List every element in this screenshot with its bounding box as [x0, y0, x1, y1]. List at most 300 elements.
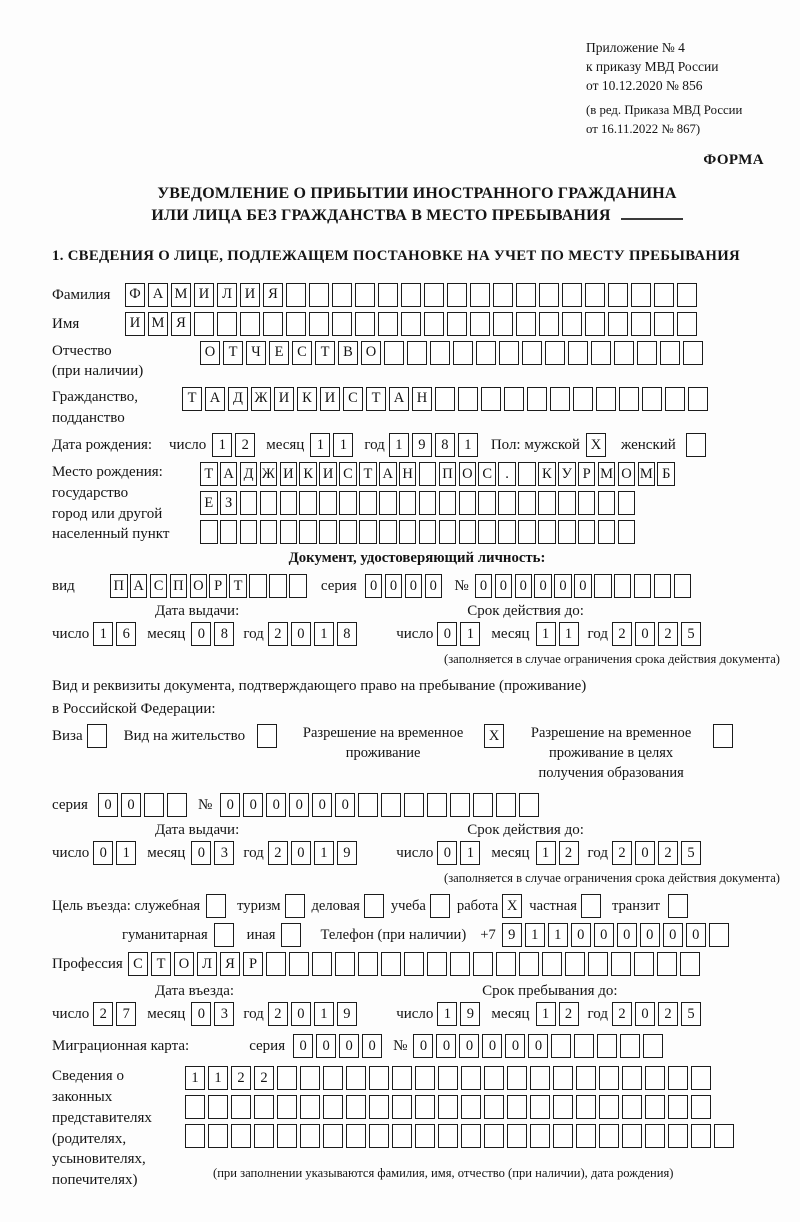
char-cell[interactable]: [364, 894, 384, 918]
char-cell[interactable]: [478, 491, 496, 515]
char-cell[interactable]: 1: [208, 1066, 228, 1090]
char-cell[interactable]: [596, 387, 616, 411]
char-cell[interactable]: [438, 1066, 458, 1090]
char-cell[interactable]: [553, 1124, 573, 1148]
char-cell[interactable]: 0: [571, 923, 591, 947]
char-cell[interactable]: [438, 1124, 458, 1148]
char-cell[interactable]: [379, 491, 397, 515]
char-cell[interactable]: [516, 312, 536, 336]
char-cell[interactable]: 1: [93, 622, 113, 646]
char-cell[interactable]: [581, 894, 601, 918]
char-cell[interactable]: [280, 520, 298, 544]
char-cell[interactable]: X: [484, 724, 504, 748]
char-cell[interactable]: [346, 1095, 366, 1119]
char-cell[interactable]: [257, 724, 277, 748]
char-cell[interactable]: [240, 491, 258, 515]
char-cell[interactable]: [319, 520, 337, 544]
char-cell[interactable]: С: [128, 952, 148, 976]
char-cell[interactable]: С: [478, 462, 496, 486]
char-cell[interactable]: [185, 1124, 205, 1148]
char-cell[interactable]: М: [148, 312, 168, 336]
char-cell[interactable]: С: [150, 574, 168, 598]
char-cell[interactable]: [654, 312, 674, 336]
char-cell[interactable]: Н: [399, 462, 417, 486]
char-cell[interactable]: [478, 520, 496, 544]
char-cell[interactable]: 0: [243, 793, 263, 817]
char-cell[interactable]: 1: [314, 841, 334, 865]
char-cell[interactable]: [631, 283, 651, 307]
char-cell[interactable]: Т: [359, 462, 377, 486]
char-cell[interactable]: [551, 1034, 571, 1058]
char-cell[interactable]: [538, 520, 556, 544]
char-cell[interactable]: [496, 793, 516, 817]
char-cell[interactable]: 0: [640, 923, 660, 947]
char-cell[interactable]: [323, 1066, 343, 1090]
char-cell[interactable]: [683, 341, 703, 365]
char-cell[interactable]: [680, 952, 700, 976]
char-cell[interactable]: [144, 793, 164, 817]
char-cell[interactable]: 5: [681, 1002, 701, 1026]
char-cell[interactable]: [214, 923, 234, 947]
char-cell[interactable]: [289, 574, 307, 598]
char-cell[interactable]: [645, 1095, 665, 1119]
char-cell[interactable]: 1: [310, 433, 330, 457]
char-cell[interactable]: 1: [525, 923, 545, 947]
char-cell[interactable]: [484, 1124, 504, 1148]
char-cell[interactable]: [668, 1095, 688, 1119]
char-cell[interactable]: [645, 1066, 665, 1090]
char-cell[interactable]: X: [502, 894, 522, 918]
char-cell[interactable]: [530, 1124, 550, 1148]
char-cell[interactable]: М: [638, 462, 656, 486]
char-cell[interactable]: [484, 1066, 504, 1090]
char-cell[interactable]: 0: [436, 1034, 456, 1058]
char-cell[interactable]: [527, 387, 547, 411]
char-cell[interactable]: [319, 491, 337, 515]
char-cell[interactable]: [450, 952, 470, 976]
char-cell[interactable]: 0: [475, 574, 493, 598]
char-cell[interactable]: [686, 433, 706, 457]
char-cell[interactable]: [562, 283, 582, 307]
char-cell[interactable]: А: [130, 574, 148, 598]
char-cell[interactable]: [618, 491, 636, 515]
char-cell[interactable]: Л: [217, 283, 237, 307]
char-cell[interactable]: 0: [98, 793, 118, 817]
char-cell[interactable]: 5: [681, 841, 701, 865]
char-cell[interactable]: [419, 462, 437, 486]
char-cell[interactable]: [518, 491, 536, 515]
char-cell[interactable]: [427, 793, 447, 817]
char-cell[interactable]: [691, 1066, 711, 1090]
char-cell[interactable]: 1: [314, 622, 334, 646]
char-cell[interactable]: [558, 491, 576, 515]
char-cell[interactable]: 6: [116, 622, 136, 646]
char-cell[interactable]: 2: [231, 1066, 251, 1090]
char-cell[interactable]: [714, 1124, 734, 1148]
char-cell[interactable]: 0: [459, 1034, 479, 1058]
char-cell[interactable]: [668, 1066, 688, 1090]
char-cell[interactable]: 0: [289, 793, 309, 817]
char-cell[interactable]: 0: [220, 793, 240, 817]
char-cell[interactable]: Ж: [260, 462, 278, 486]
char-cell[interactable]: X: [586, 433, 606, 457]
char-cell[interactable]: [339, 491, 357, 515]
char-cell[interactable]: [565, 952, 585, 976]
char-cell[interactable]: С: [292, 341, 312, 365]
char-cell[interactable]: [484, 1095, 504, 1119]
char-cell[interactable]: 0: [266, 793, 286, 817]
char-cell[interactable]: 0: [191, 841, 211, 865]
char-cell[interactable]: [453, 341, 473, 365]
char-cell[interactable]: [208, 1124, 228, 1148]
char-cell[interactable]: [289, 952, 309, 976]
char-cell[interactable]: 0: [437, 841, 457, 865]
char-cell[interactable]: [622, 1124, 642, 1148]
char-cell[interactable]: Т: [151, 952, 171, 976]
char-cell[interactable]: К: [299, 462, 317, 486]
char-cell[interactable]: [277, 1124, 297, 1148]
char-cell[interactable]: [539, 283, 559, 307]
char-cell[interactable]: [378, 312, 398, 336]
char-cell[interactable]: [415, 1066, 435, 1090]
char-cell[interactable]: [473, 793, 493, 817]
char-cell[interactable]: [346, 1124, 366, 1148]
char-cell[interactable]: [507, 1124, 527, 1148]
char-cell[interactable]: [231, 1095, 251, 1119]
char-cell[interactable]: К: [297, 387, 317, 411]
char-cell[interactable]: [461, 1066, 481, 1090]
char-cell[interactable]: [461, 1124, 481, 1148]
char-cell[interactable]: [538, 491, 556, 515]
char-cell[interactable]: Т: [200, 462, 218, 486]
char-cell[interactable]: [358, 793, 378, 817]
char-cell[interactable]: [545, 341, 565, 365]
char-cell[interactable]: [427, 952, 447, 976]
char-cell[interactable]: [539, 312, 559, 336]
char-cell[interactable]: [553, 1095, 573, 1119]
char-cell[interactable]: [668, 1124, 688, 1148]
char-cell[interactable]: 0: [437, 622, 457, 646]
char-cell[interactable]: [300, 1095, 320, 1119]
char-cell[interactable]: [598, 520, 616, 544]
char-cell[interactable]: 2: [559, 841, 579, 865]
char-cell[interactable]: [200, 520, 218, 544]
char-cell[interactable]: [585, 312, 605, 336]
char-cell[interactable]: [642, 387, 662, 411]
char-cell[interactable]: [435, 387, 455, 411]
char-cell[interactable]: [585, 283, 605, 307]
char-cell[interactable]: 0: [385, 574, 403, 598]
char-cell[interactable]: 0: [293, 1034, 313, 1058]
char-cell[interactable]: [312, 952, 332, 976]
char-cell[interactable]: 2: [612, 1002, 632, 1026]
char-cell[interactable]: 0: [316, 1034, 336, 1058]
char-cell[interactable]: [260, 520, 278, 544]
char-cell[interactable]: [220, 520, 238, 544]
char-cell[interactable]: [231, 1124, 251, 1148]
char-cell[interactable]: 2: [268, 841, 288, 865]
char-cell[interactable]: С: [339, 462, 357, 486]
char-cell[interactable]: [518, 520, 536, 544]
char-cell[interactable]: [618, 520, 636, 544]
char-cell[interactable]: [419, 520, 437, 544]
char-cell[interactable]: [309, 283, 329, 307]
char-cell[interactable]: [249, 574, 267, 598]
char-cell[interactable]: [709, 923, 729, 947]
char-cell[interactable]: [498, 520, 516, 544]
char-cell[interactable]: [277, 1066, 297, 1090]
char-cell[interactable]: Ф: [125, 283, 145, 307]
char-cell[interactable]: 1: [536, 841, 556, 865]
char-cell[interactable]: [530, 1095, 550, 1119]
char-cell[interactable]: [504, 387, 524, 411]
char-cell[interactable]: 8: [214, 622, 234, 646]
char-cell[interactable]: [254, 1124, 274, 1148]
char-cell[interactable]: 2: [658, 622, 678, 646]
char-cell[interactable]: 0: [425, 574, 443, 598]
char-cell[interactable]: [493, 283, 513, 307]
char-cell[interactable]: [599, 1066, 619, 1090]
char-cell[interactable]: Т: [182, 387, 202, 411]
char-cell[interactable]: [424, 312, 444, 336]
char-cell[interactable]: [476, 341, 496, 365]
char-cell[interactable]: [450, 793, 470, 817]
char-cell[interactable]: [401, 283, 421, 307]
char-cell[interactable]: 2: [268, 1002, 288, 1026]
char-cell[interactable]: 0: [495, 574, 513, 598]
char-cell[interactable]: [167, 793, 187, 817]
char-cell[interactable]: [553, 1066, 573, 1090]
char-cell[interactable]: [677, 312, 697, 336]
char-cell[interactable]: Е: [200, 491, 218, 515]
char-cell[interactable]: 0: [291, 1002, 311, 1026]
char-cell[interactable]: [591, 341, 611, 365]
char-cell[interactable]: .: [498, 462, 516, 486]
char-cell[interactable]: Р: [578, 462, 596, 486]
char-cell[interactable]: [280, 491, 298, 515]
char-cell[interactable]: Я: [171, 312, 191, 336]
char-cell[interactable]: [598, 491, 616, 515]
char-cell[interactable]: [668, 894, 688, 918]
char-cell[interactable]: [208, 1095, 228, 1119]
char-cell[interactable]: 0: [413, 1034, 433, 1058]
char-cell[interactable]: [346, 1066, 366, 1090]
char-cell[interactable]: [461, 1095, 481, 1119]
char-cell[interactable]: 1: [314, 1002, 334, 1026]
char-cell[interactable]: Т: [223, 341, 243, 365]
char-cell[interactable]: [634, 574, 652, 598]
char-cell[interactable]: [499, 341, 519, 365]
char-cell[interactable]: [516, 283, 536, 307]
char-cell[interactable]: 0: [635, 622, 655, 646]
char-cell[interactable]: [300, 1124, 320, 1148]
char-cell[interactable]: 0: [635, 841, 655, 865]
char-cell[interactable]: Ч: [246, 341, 266, 365]
char-cell[interactable]: [401, 312, 421, 336]
char-cell[interactable]: А: [379, 462, 397, 486]
char-cell[interactable]: [447, 312, 467, 336]
char-cell[interactable]: [458, 387, 478, 411]
char-cell[interactable]: 5: [681, 622, 701, 646]
char-cell[interactable]: [447, 283, 467, 307]
char-cell[interactable]: 0: [482, 1034, 502, 1058]
char-cell[interactable]: И: [274, 387, 294, 411]
char-cell[interactable]: 2: [658, 1002, 678, 1026]
char-cell[interactable]: О: [459, 462, 477, 486]
char-cell[interactable]: [379, 520, 397, 544]
char-cell[interactable]: [439, 520, 457, 544]
char-cell[interactable]: 0: [291, 841, 311, 865]
char-cell[interactable]: О: [174, 952, 194, 976]
char-cell[interactable]: П: [170, 574, 188, 598]
char-cell[interactable]: [573, 387, 593, 411]
char-cell[interactable]: [530, 1066, 550, 1090]
char-cell[interactable]: [578, 520, 596, 544]
char-cell[interactable]: И: [319, 462, 337, 486]
char-cell[interactable]: [620, 1034, 640, 1058]
char-cell[interactable]: [688, 387, 708, 411]
char-cell[interactable]: 2: [612, 841, 632, 865]
char-cell[interactable]: [576, 1066, 596, 1090]
char-cell[interactable]: [542, 952, 562, 976]
char-cell[interactable]: [594, 574, 612, 598]
char-cell[interactable]: [323, 1095, 343, 1119]
char-cell[interactable]: [493, 312, 513, 336]
char-cell[interactable]: [335, 952, 355, 976]
char-cell[interactable]: [392, 1124, 412, 1148]
char-cell[interactable]: [339, 520, 357, 544]
char-cell[interactable]: 0: [574, 574, 592, 598]
char-cell[interactable]: 2: [268, 622, 288, 646]
char-cell[interactable]: [643, 1034, 663, 1058]
char-cell[interactable]: [404, 952, 424, 976]
char-cell[interactable]: [677, 283, 697, 307]
char-cell[interactable]: [194, 312, 214, 336]
char-cell[interactable]: [359, 491, 377, 515]
char-cell[interactable]: 0: [594, 923, 614, 947]
char-cell[interactable]: Т: [315, 341, 335, 365]
char-cell[interactable]: П: [439, 462, 457, 486]
char-cell[interactable]: 9: [337, 841, 357, 865]
char-cell[interactable]: [614, 574, 632, 598]
char-cell[interactable]: [459, 491, 477, 515]
char-cell[interactable]: М: [598, 462, 616, 486]
char-cell[interactable]: 0: [617, 923, 637, 947]
char-cell[interactable]: 1: [212, 433, 232, 457]
char-cell[interactable]: 0: [686, 923, 706, 947]
char-cell[interactable]: 0: [663, 923, 683, 947]
char-cell[interactable]: 1: [437, 1002, 457, 1026]
char-cell[interactable]: 0: [93, 841, 113, 865]
char-cell[interactable]: [576, 1124, 596, 1148]
char-cell[interactable]: И: [240, 283, 260, 307]
char-cell[interactable]: [424, 283, 444, 307]
char-cell[interactable]: [574, 1034, 594, 1058]
char-cell[interactable]: 0: [534, 574, 552, 598]
char-cell[interactable]: 0: [515, 574, 533, 598]
char-cell[interactable]: 1: [536, 622, 556, 646]
char-cell[interactable]: [430, 894, 450, 918]
char-cell[interactable]: [185, 1095, 205, 1119]
char-cell[interactable]: [355, 283, 375, 307]
char-cell[interactable]: [260, 491, 278, 515]
char-cell[interactable]: [378, 283, 398, 307]
char-cell[interactable]: [381, 793, 401, 817]
char-cell[interactable]: У: [558, 462, 576, 486]
char-cell[interactable]: [519, 952, 539, 976]
char-cell[interactable]: [498, 491, 516, 515]
char-cell[interactable]: [507, 1066, 527, 1090]
char-cell[interactable]: [404, 793, 424, 817]
char-cell[interactable]: [332, 283, 352, 307]
char-cell[interactable]: [384, 341, 404, 365]
char-cell[interactable]: 1: [536, 1002, 556, 1026]
char-cell[interactable]: [622, 1066, 642, 1090]
char-cell[interactable]: 1: [185, 1066, 205, 1090]
char-cell[interactable]: О: [361, 341, 381, 365]
char-cell[interactable]: 1: [458, 433, 478, 457]
char-cell[interactable]: [599, 1124, 619, 1148]
char-cell[interactable]: 2: [254, 1066, 274, 1090]
char-cell[interactable]: 1: [460, 622, 480, 646]
char-cell[interactable]: А: [148, 283, 168, 307]
char-cell[interactable]: [286, 283, 306, 307]
char-cell[interactable]: 0: [635, 1002, 655, 1026]
char-cell[interactable]: [634, 952, 654, 976]
char-cell[interactable]: О: [200, 341, 220, 365]
char-cell[interactable]: [459, 520, 477, 544]
char-cell[interactable]: И: [280, 462, 298, 486]
char-cell[interactable]: [599, 1095, 619, 1119]
char-cell[interactable]: [691, 1124, 711, 1148]
char-cell[interactable]: Н: [412, 387, 432, 411]
char-cell[interactable]: Л: [197, 952, 217, 976]
char-cell[interactable]: [588, 952, 608, 976]
char-cell[interactable]: [277, 1095, 297, 1119]
char-cell[interactable]: [481, 387, 501, 411]
char-cell[interactable]: 0: [365, 574, 383, 598]
char-cell[interactable]: [415, 1095, 435, 1119]
char-cell[interactable]: 0: [121, 793, 141, 817]
char-cell[interactable]: [608, 312, 628, 336]
char-cell[interactable]: 0: [554, 574, 572, 598]
char-cell[interactable]: [381, 952, 401, 976]
char-cell[interactable]: [473, 952, 493, 976]
char-cell[interactable]: И: [320, 387, 340, 411]
char-cell[interactable]: Р: [243, 952, 263, 976]
char-cell[interactable]: [631, 312, 651, 336]
char-cell[interactable]: 0: [191, 622, 211, 646]
char-cell[interactable]: [438, 1095, 458, 1119]
char-cell[interactable]: 2: [612, 622, 632, 646]
char-cell[interactable]: [217, 312, 237, 336]
char-cell[interactable]: 1: [333, 433, 353, 457]
char-cell[interactable]: [392, 1095, 412, 1119]
char-cell[interactable]: [281, 923, 301, 947]
char-cell[interactable]: [614, 341, 634, 365]
char-cell[interactable]: Т: [366, 387, 386, 411]
char-cell[interactable]: 0: [291, 622, 311, 646]
char-cell[interactable]: М: [171, 283, 191, 307]
char-cell[interactable]: Е: [269, 341, 289, 365]
char-cell[interactable]: [550, 387, 570, 411]
char-cell[interactable]: [568, 341, 588, 365]
char-cell[interactable]: [419, 491, 437, 515]
char-cell[interactable]: [300, 1066, 320, 1090]
char-cell[interactable]: [309, 312, 329, 336]
char-cell[interactable]: [518, 462, 536, 486]
char-cell[interactable]: 0: [405, 574, 423, 598]
